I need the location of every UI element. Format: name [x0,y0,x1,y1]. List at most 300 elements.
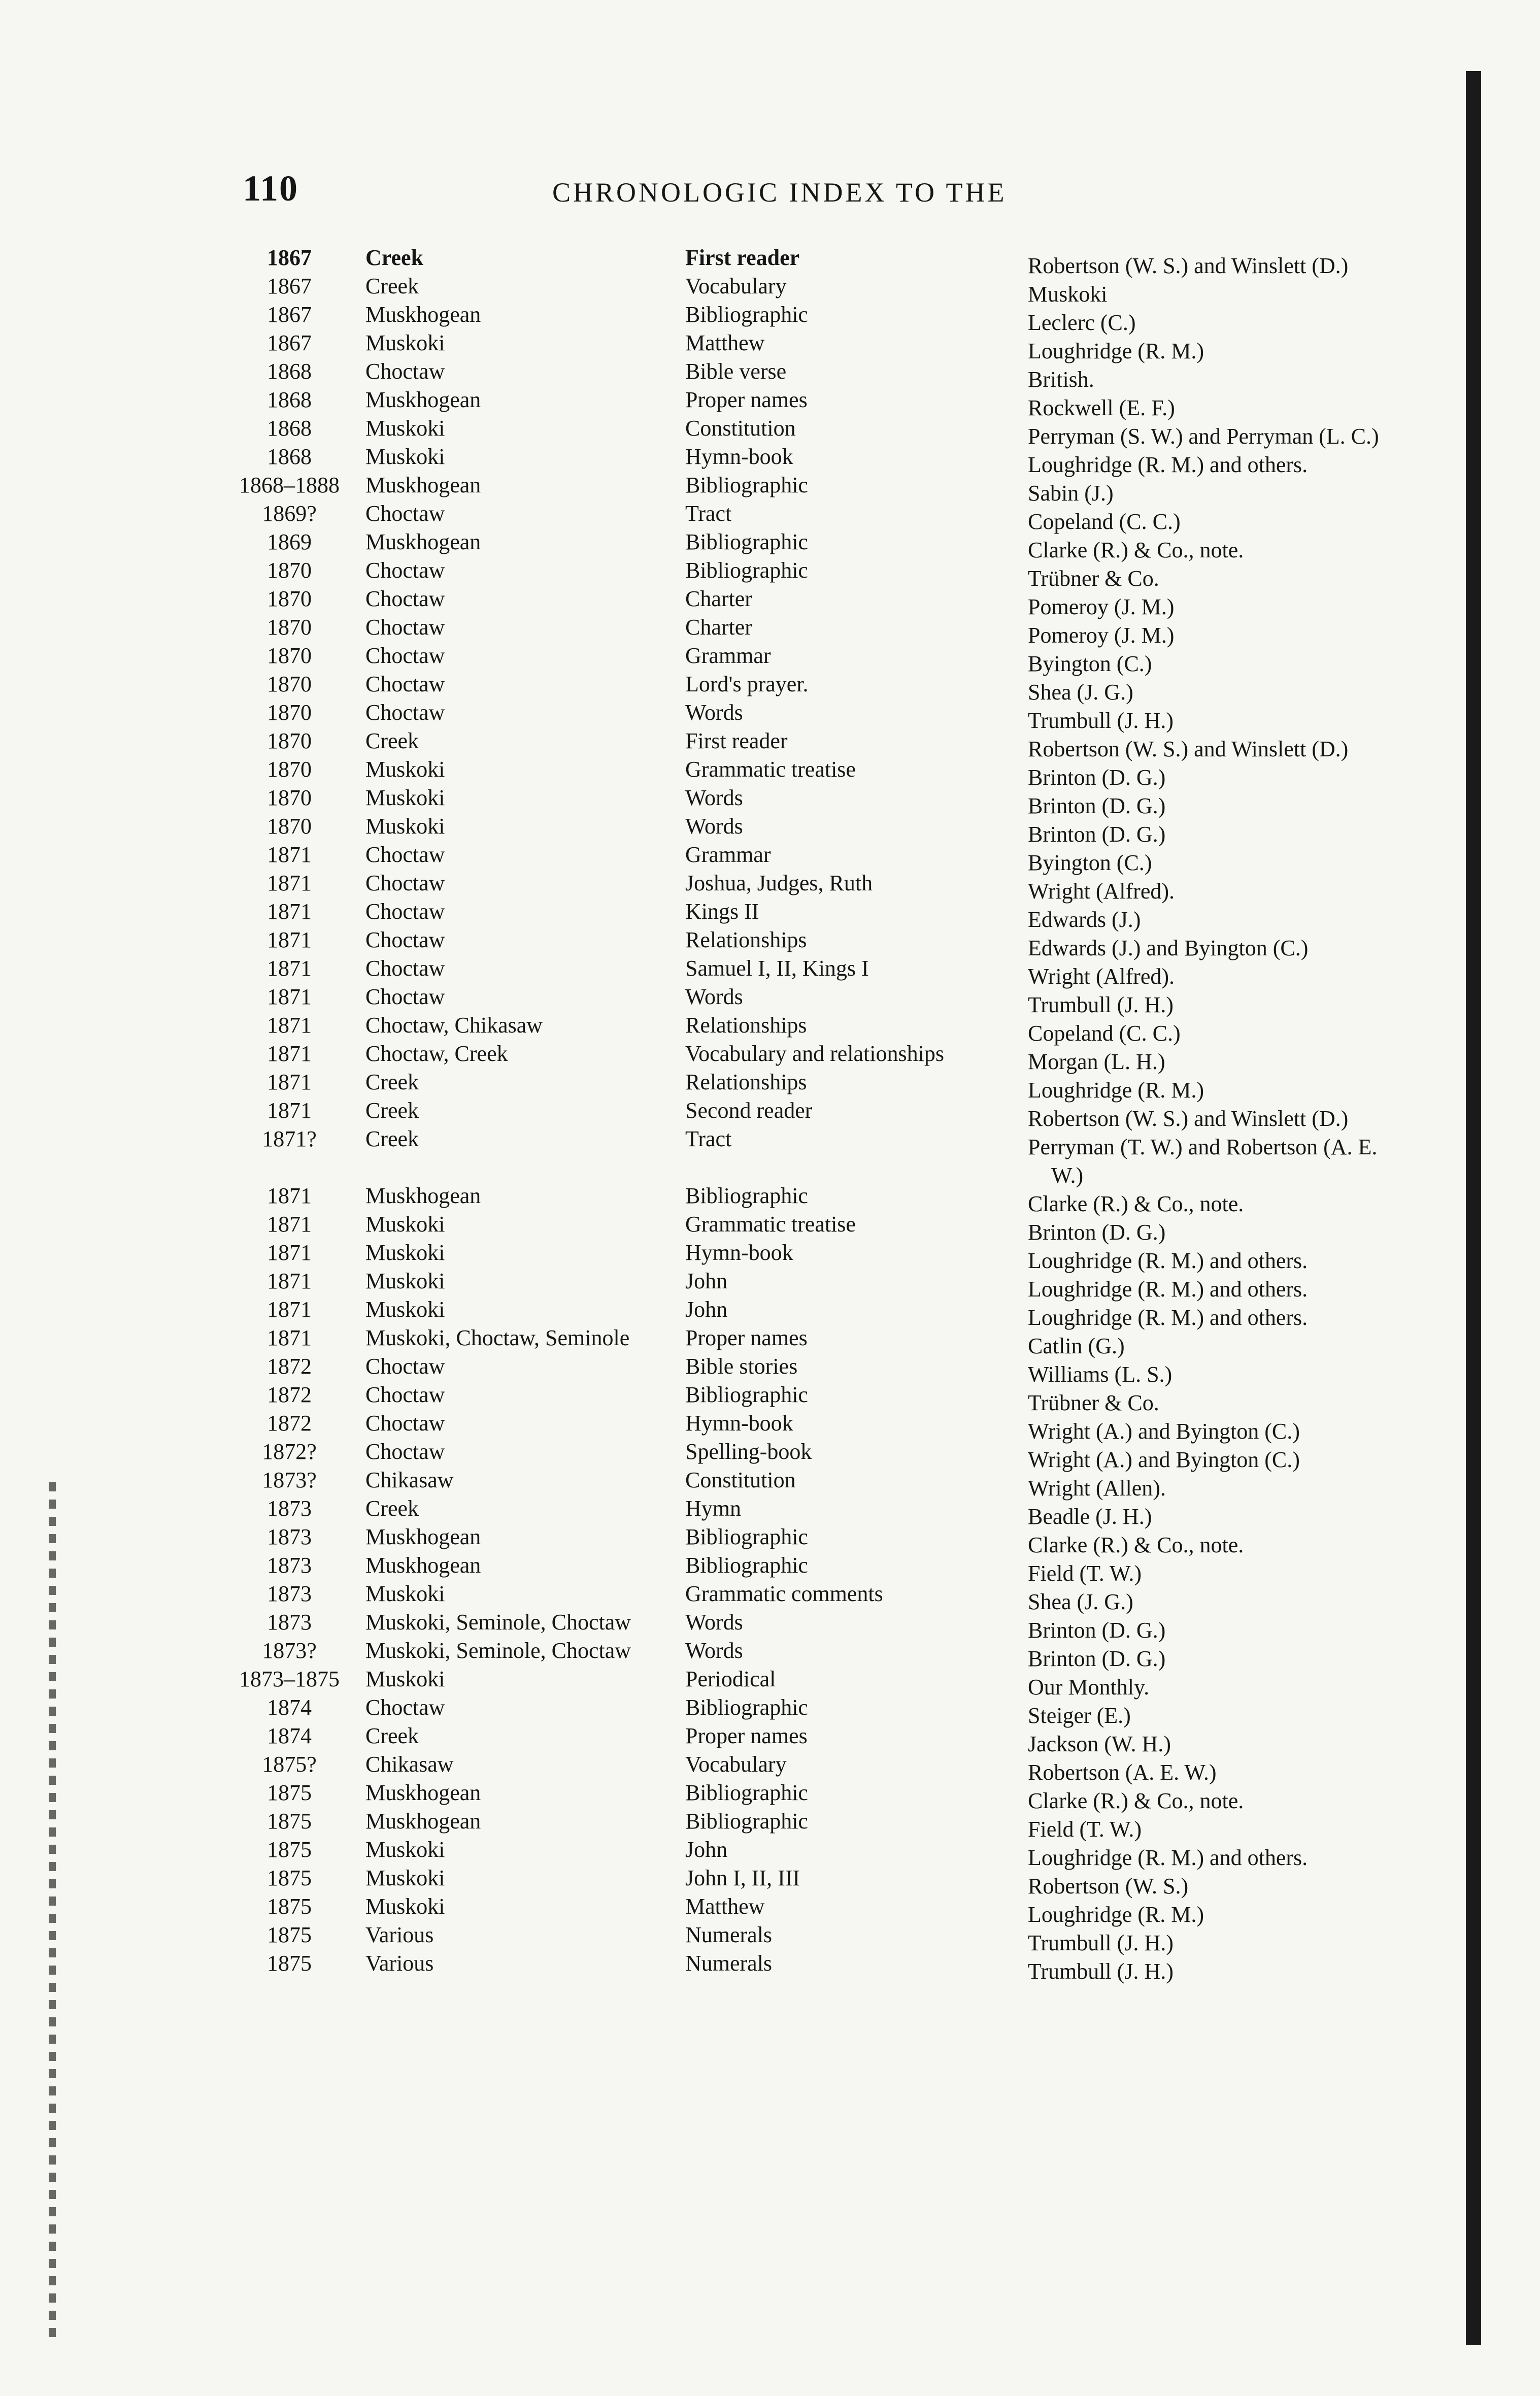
entry-author: Brinton (D. G.) [1028,822,1166,847]
index-entry [0,556,1540,591]
index-entry [0,528,1540,562]
entry-subject: First reader [685,728,788,753]
entry-language: Choctaw [365,1439,445,1464]
index-entry [0,812,1540,847]
entry-year: 1873–1875 [239,1667,340,1691]
entry-year: 1875? [262,1752,317,1777]
entry-language: Muskoki [365,330,445,355]
entry-author: Clarke (R.) & Co., note. [1028,1191,1244,1216]
entry-language: Muskhogean [365,387,481,412]
entry-subject: Relationships [685,1013,807,1038]
entry-language: Chikasaw [365,1468,454,1492]
entry-language: Muskoki [365,1894,445,1919]
entry-language: Choctaw [365,672,445,696]
index-entry [0,1125,1540,1188]
entry-language: Muskhogean [365,1780,481,1805]
index-entry [0,1068,1540,1103]
entry-language: Choctaw [365,984,445,1009]
entry-language: Muskoki, Choctaw, Seminole [365,1325,630,1350]
index-entry [0,1864,1540,1899]
entry-year: 1871? [262,1126,317,1151]
entry-subject: Relationships [685,927,807,952]
entry-subject: Matthew [685,1894,765,1919]
entry-author: Loughridge (R. M.) and others. [1028,1277,1308,1302]
entry-language: Muskhogean [365,1524,481,1549]
entry-year: 1868 [267,416,312,441]
entry-year: 1870 [267,728,312,753]
index-entry [0,1381,1540,1415]
entry-language: Muskoki [365,1667,445,1691]
index-entry [0,357,1540,392]
entry-subject: Vocabulary and relationships [685,1041,944,1066]
entry-language: Muskhogean [365,302,481,327]
entry-author: Shea (J. G.) [1028,1589,1133,1614]
entry-author: Perryman (T. W.) and Robertson (A. E. W.) [1028,1135,1378,1188]
entry-author: Trumbull (J. H.) [1028,1959,1174,1984]
entry-subject: Words [685,814,743,839]
entry-author: Byington (C.) [1028,850,1152,875]
index-entry [0,1892,1540,1927]
entry-subject: Grammatic treatise [685,757,856,782]
entry-year: 1867 [267,330,312,355]
entry-year: 1873 [267,1553,312,1578]
entry-year: 1870 [267,586,312,611]
index-entry [0,1750,1540,1785]
entry-language: Muskhogean [365,1553,481,1578]
entry-subject: Tract [685,1126,732,1151]
entry-subject: Bibliographic [685,1524,808,1549]
entry-subject: Bibliographic [685,1553,808,1578]
index-entry [0,1295,1540,1330]
entry-language: Various [365,1922,434,1947]
entry-author: Wright (Alfred). [1028,964,1175,989]
entry-subject: Periodical [685,1667,776,1691]
entry-year: 1868 [267,444,312,469]
entry-author: Clarke (R.) & Co., note. [1028,538,1244,562]
chronologic-index-list [0,244,1540,1984]
entry-subject: Bibliographic [685,1780,808,1805]
entry-language: Choctaw [365,1695,445,1720]
entry-subject: Constitution [685,1468,796,1492]
entry-subject: Bibliographic [685,529,808,554]
entry-subject: John [685,1837,728,1862]
entry-author: Wright (A.) and Byington (C.) [1028,1419,1300,1444]
index-entry [0,1921,1540,1955]
entry-author: Beadle (J. H.) [1028,1504,1152,1529]
entry-subject: Bibliographic [685,302,808,327]
entry-author: Shea (J. G.) [1028,680,1133,705]
entry-year: 1875 [267,1809,312,1834]
index-entry [0,1324,1540,1358]
entry-year: 1872 [267,1411,312,1436]
entry-subject: Words [685,1610,743,1635]
entry-year: 1871 [267,1212,312,1237]
entry-language: Choctaw [365,501,445,526]
entry-year: 1871 [267,1013,312,1038]
entry-language: Choctaw [365,586,445,611]
entry-author: Trübner & Co. [1028,566,1159,591]
entry-year: 1868 [267,359,312,384]
entry-author: Loughridge (R. M.) [1028,339,1204,363]
entry-subject: Numerals [685,1922,773,1947]
entry-author: Edwards (J.) and Byington (C.) [1028,936,1309,960]
entry-language: Muskoki, Seminole, Choctaw [365,1610,631,1635]
entry-author: Pomeroy (J. M.) [1028,623,1175,648]
entry-year: 1871 [267,899,312,924]
entry-author: Rockwell (E. F.) [1028,395,1175,420]
entry-language: Muskoki, Seminole, Choctaw [365,1638,631,1663]
entry-language: Muskoki [365,1297,445,1322]
entry-year: 1871 [267,1240,312,1265]
entry-subject: First reader [685,245,800,270]
entry-subject: Tract [685,501,732,526]
entry-author: Wright (Allen). [1028,1476,1166,1501]
entry-year: 1875 [267,1837,312,1862]
entry-author: Muskoki [1028,282,1108,307]
entry-subject: Grammar [685,842,771,867]
entry-author: Field (T. W.) [1028,1817,1142,1842]
entry-language: Creek [365,1496,419,1521]
entry-language: Muskhogean [365,1183,481,1208]
entry-language: Muskoki [365,757,445,782]
entry-subject: Second reader [685,1098,813,1123]
entry-language: Muskhogean [365,1809,481,1834]
entry-language: Choctaw, Chikasaw [365,1013,543,1038]
entry-year: 1867 [267,245,312,270]
index-entry [0,471,1540,506]
entry-author: Morgan (L. H.) [1028,1049,1165,1074]
entry-subject: Proper names [685,387,808,412]
index-entry [0,926,1540,960]
entry-year: 1874 [267,1723,312,1748]
index-entry [0,642,1540,676]
entry-subject: Words [685,700,743,725]
entry-subject: John [685,1269,728,1293]
entry-language: Muskoki [365,444,445,469]
entry-subject: Bibliographic [685,473,808,497]
entry-year: 1867 [267,302,312,327]
entry-year: 1871 [267,1098,312,1123]
index-entry [0,414,1540,449]
entry-language: Choctaw [365,359,445,384]
entry-author: Sabin (J.) [1028,481,1114,506]
index-entry [0,1551,1540,1586]
entry-year: 1870 [267,785,312,810]
entry-year: 1871 [267,1041,312,1066]
index-entry [0,1352,1540,1387]
entry-language: Muskoki [365,1212,445,1237]
index-entry [0,897,1540,932]
entry-language: Creek [365,1098,419,1123]
index-entry [0,1096,1540,1131]
entry-year: 1871 [267,1325,312,1350]
entry-author: Jackson (W. H.) [1028,1732,1171,1756]
entry-language: Choctaw [365,1354,445,1379]
index-entry [0,1722,1540,1756]
entry-subject: Grammar [685,643,771,668]
entry-author: Trübner & Co. [1028,1390,1159,1415]
index-entry [0,244,1540,278]
entry-author: Loughridge (R. M.) and others. [1028,1248,1308,1273]
index-entry [0,1665,1540,1700]
entry-subject: Bibliographic [685,1183,808,1208]
entry-author: Byington (C.) [1028,651,1152,676]
entry-year: 1870 [267,615,312,640]
entry-subject: Proper names [685,1723,808,1748]
entry-language: Muskoki [365,785,445,810]
index-entry [0,585,1540,619]
entry-language: Choctaw [365,1411,445,1436]
entry-author: Leclerc (C.) [1028,310,1136,335]
entry-author: Robertson (W. S.) [1028,1874,1189,1899]
index-entry [0,755,1540,790]
index-entry [0,841,1540,875]
entry-author: Brinton (D. G.) [1028,1220,1166,1245]
entry-year: 1873? [262,1468,317,1492]
entry-subject: Vocabulary [685,274,787,298]
entry-language: Chikasaw [365,1752,454,1777]
entry-subject: Vocabulary [685,1752,787,1777]
entry-language: Choctaw [365,643,445,668]
entry-author: Catlin (G.) [1028,1334,1125,1358]
entry-subject: Bibliographic [685,1695,808,1720]
entry-author: Clarke (R.) & Co., note. [1028,1788,1244,1813]
entry-language: Creek [365,274,419,298]
entry-year: 1871 [267,927,312,952]
index-entry [0,1494,1540,1529]
entry-language: Muskhogean [365,473,481,497]
entry-subject: Grammatic comments [685,1581,883,1606]
entry-year: 1875 [267,1922,312,1947]
entry-author: Trumbull (J. H.) [1028,992,1174,1017]
index-entry [0,1523,1540,1557]
entry-year: 1870 [267,700,312,725]
entry-author: Robertson (A. E. W.) [1028,1760,1217,1785]
entry-year: 1869 [267,529,312,554]
entry-year: 1873 [267,1581,312,1606]
index-entry [0,698,1540,733]
entry-subject: Hymn [685,1496,741,1521]
entry-year: 1875 [267,1866,312,1890]
index-entry [0,1438,1540,1472]
entry-author: Brinton (D. G.) [1028,1618,1166,1643]
entry-author: Robertson (W. S.) and Winslett (D.) [1028,1106,1349,1131]
entry-language: Choctaw [365,871,445,895]
entry-year: 1875 [267,1951,312,1976]
index-entry [0,1409,1540,1444]
entry-year: 1871 [267,842,312,867]
entry-author: Robertson (W. S.) and Winslett (D.) [1028,253,1349,278]
entry-language: Creek [365,728,419,753]
entry-year: 1870 [267,757,312,782]
entry-author: Steiger (E.) [1028,1703,1131,1728]
entry-language: Choctaw [365,842,445,867]
entry-subject: Kings II [685,899,759,924]
index-entry [0,500,1540,534]
entry-year: 1873? [262,1638,317,1663]
entry-author: Our Monthly. [1028,1675,1150,1700]
entry-author: Clarke (R.) & Co., note. [1028,1533,1244,1557]
entry-language: Muskoki [365,1269,445,1293]
entry-author: Loughridge (R. M.) [1028,1078,1204,1103]
index-entry [0,1182,1540,1216]
entry-subject: Spelling-book [685,1439,812,1464]
entry-language: Choctaw [365,927,445,952]
entry-subject: Joshua, Judges, Ruth [685,871,873,895]
index-entry [0,613,1540,648]
index-entry [0,1466,1540,1501]
entry-year: 1875 [267,1894,312,1919]
entry-year: 1871 [267,1269,312,1293]
entry-year: 1871 [267,1183,312,1208]
entry-subject: Words [685,1638,743,1663]
entry-year: 1870 [267,814,312,839]
index-entry [0,1779,1540,1813]
index-entry [0,784,1540,818]
entry-subject: Relationships [685,1070,807,1094]
entry-subject: Bibliographic [685,558,808,583]
entry-author: Wright (A.) and Byington (C.) [1028,1447,1300,1472]
index-entry [0,301,1540,335]
entry-year: 1871 [267,1297,312,1322]
entry-language: Muskoki [365,814,445,839]
entry-author: Field (T. W.) [1028,1561,1142,1586]
entry-year: 1872? [262,1439,317,1464]
entry-language: Muskhogean [365,529,481,554]
entry-language: Various [365,1951,434,1976]
index-entry [0,1239,1540,1273]
entry-year: 1870 [267,643,312,668]
entry-subject: Proper names [685,1325,808,1350]
entry-author: Perryman (S. W.) and Perryman (L. C.) [1028,424,1379,449]
entry-subject: Charter [685,586,752,611]
entry-language: Choctaw [365,956,445,981]
entry-language: Muskoki [365,1837,445,1862]
entry-author: Copeland (C. C.) [1028,1021,1181,1046]
index-entry [0,1608,1540,1643]
entry-subject: Constitution [685,416,796,441]
entry-subject: Hymn-book [685,444,793,469]
entry-author: Pomeroy (J. M.) [1028,594,1175,619]
entry-language: Muskoki [365,1240,445,1265]
entry-subject: Grammatic treatise [685,1212,856,1237]
entry-language: Choctaw [365,700,445,725]
entry-author: Trumbull (J. H.) [1028,1931,1174,1955]
index-entry [0,869,1540,904]
entry-subject: Lord's prayer. [685,672,809,696]
entry-year: 1868–1888 [239,473,340,497]
entry-author: Williams (L. S.) [1028,1362,1173,1387]
index-entry [0,329,1540,363]
entry-author: Brinton (D. G.) [1028,1646,1166,1671]
entry-author: Brinton (D. G.) [1028,793,1166,818]
entry-author: Edwards (J.) [1028,907,1141,932]
index-entry [0,1637,1540,1671]
entry-year: 1874 [267,1695,312,1720]
index-entry [0,1210,1540,1245]
entry-year: 1871 [267,1070,312,1094]
entry-author: Loughridge (R. M.) and others. [1028,1305,1308,1330]
entry-author: Loughridge (R. M.) and others. [1028,1845,1308,1870]
index-entry [0,1580,1540,1614]
running-title: CHRONOLOGIC INDEX TO THE [552,177,1007,208]
entry-language: Creek [365,1126,419,1151]
entry-language: Choctaw [365,899,445,924]
entry-subject: Samuel I, II, Kings I [685,956,869,981]
index-entry [0,670,1540,705]
entry-year: 1871 [267,871,312,895]
entry-subject: Words [685,785,743,810]
entry-subject: John [685,1297,728,1322]
entry-language: Choctaw [365,1382,445,1407]
index-entry [0,1807,1540,1842]
index-entry [0,954,1540,989]
entry-subject: Bibliographic [685,1382,808,1407]
entry-author: Trumbull (J. H.) [1028,708,1174,733]
entry-author: Loughridge (R. M.) [1028,1902,1204,1927]
entry-year: 1871 [267,956,312,981]
entry-author: British. [1028,367,1094,392]
entry-subject: Charter [685,615,752,640]
entry-language: Muskoki [365,1866,445,1890]
entry-author: Wright (Alfred). [1028,879,1175,904]
index-entry [0,1040,1540,1074]
index-entry [0,1693,1540,1728]
entry-subject: Bible stories [685,1354,798,1379]
entry-year: 1872 [267,1382,312,1407]
index-entry [0,386,1540,420]
entry-language: Choctaw, Creek [365,1041,508,1066]
entry-year: 1868 [267,387,312,412]
entry-language: Choctaw [365,615,445,640]
entry-year: 1870 [267,558,312,583]
page-number: 110 [243,168,299,209]
entry-year: 1873 [267,1524,312,1549]
entry-year: 1870 [267,672,312,696]
entry-language: Creek [365,245,424,270]
entry-language: Muskoki [365,416,445,441]
entry-subject: Words [685,984,743,1009]
entry-author: Copeland (C. C.) [1028,509,1181,534]
index-entry [0,443,1540,477]
entry-subject: Matthew [685,330,765,355]
index-entry [0,1836,1540,1870]
entry-year: 1873 [267,1610,312,1635]
entry-subject: Bible verse [685,359,787,384]
entry-year: 1873 [267,1496,312,1521]
index-entry [0,1949,1540,1984]
entry-language: Creek [365,1723,419,1748]
index-entry [0,272,1540,307]
entry-author: Robertson (W. S.) and Winslett (D.) [1028,737,1349,761]
entry-subject: Hymn-book [685,1411,793,1436]
page-header [0,168,1540,223]
entry-year: 1869? [262,501,317,526]
entry-subject: Hymn-book [685,1240,793,1265]
index-entry [0,727,1540,761]
entry-subject: Bibliographic [685,1809,808,1834]
entry-language: Muskoki [365,1581,445,1606]
entry-language: Creek [365,1070,419,1094]
entry-subject: Numerals [685,1951,773,1976]
entry-language: Choctaw [365,558,445,583]
entry-year: 1872 [267,1354,312,1379]
index-entry [0,983,1540,1017]
entry-year: 1867 [267,274,312,298]
index-entry [0,1011,1540,1046]
entry-author: Loughridge (R. M.) and others. [1028,452,1308,477]
index-entry [0,1267,1540,1302]
